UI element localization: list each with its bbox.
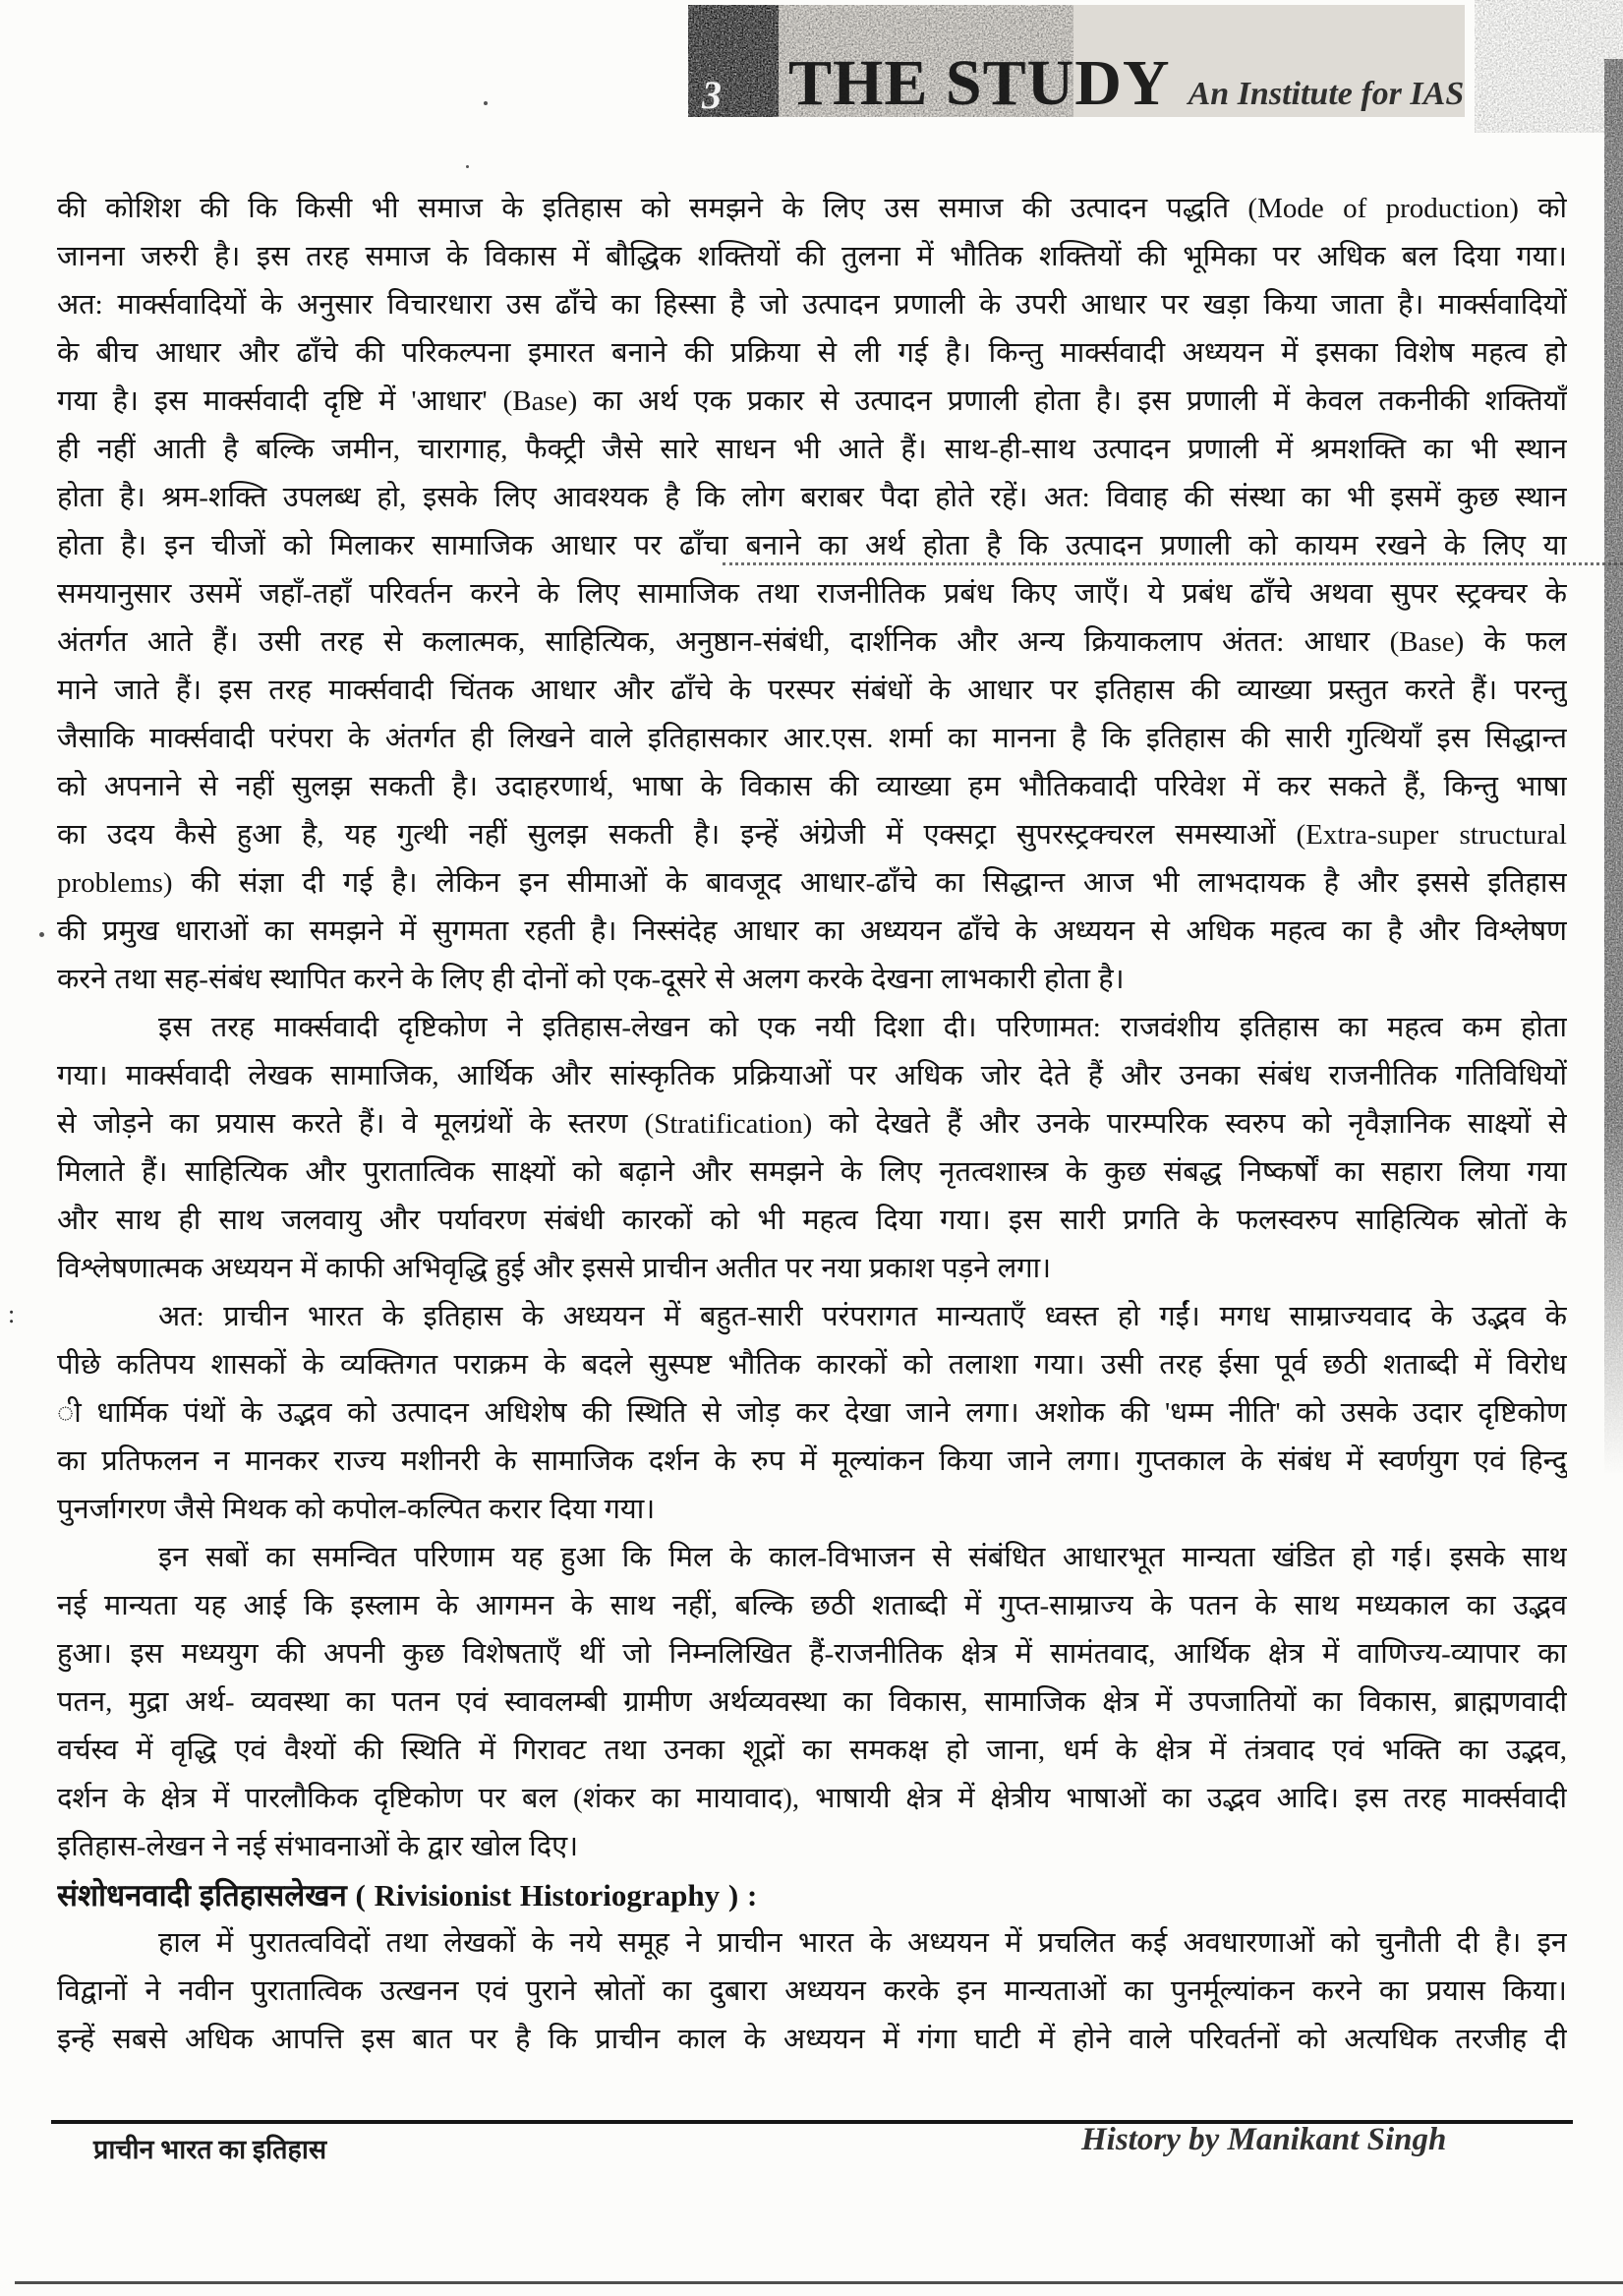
text-line: की प्रमुख धाराओं का समझने में सुगमता रहती है। निस्संदेह आधार का अध्ययन ढाँचे के अध्ययन से अधिक महत्व का है और विश्लेषण (57, 915, 1567, 947)
footer-book-title: प्राचीन भारत का इतिहास (93, 2135, 327, 2164)
scan-noise-corner (1475, 0, 1623, 133)
text-line: जानना जरुरी है। इस तरह समाज के विकास में बौद्धिक शक्तियों की तुलना में भौतिक शक्तियों की भूमिका पर अधिक बल दिया गया। (57, 241, 1567, 272)
text-line: विद्वानों ने नवीन पुरातात्विक उत्खनन एवं पुराने स्रोतों का दुबारा अध्ययन करके इन मान्यताओं का पुनर्मूल्यांकन करने का प्रयास किया। (57, 1975, 1567, 2007)
text-line: इन सबों का समन्वित परिणाम यह हुआ कि मिल के काल-विभाजन से संबंधित आधारभूत मान्यता खंडित हो गई। इसके साथ (158, 1542, 1567, 1573)
text-line: का प्रतिफलन न मानकर राज्य मशीनरी के सामाजिक दर्शन के रुप में मूल्यांकन किया जाने लगा। गुप्तकाल के संबंध में स्वर्णयुग एवं हिन्दु (57, 1445, 1567, 1477)
institute-title: THE STUDY (788, 47, 1171, 117)
text-line: अत: प्राचीन भारत के इतिहास के अध्ययन में बहुत-सारी परंपरागत मान्यताएँ ध्वस्त हो गईं। मगध साम्राज्यवाद के उद्भव के (158, 1301, 1567, 1332)
text-line: हाल में पुरातत्वविदों तथा लेखकों के नये समूह ने प्राचीन भारत के अध्ययन में प्रचलित कई अवधारणाओं को चुनौती दी है। इन (158, 1927, 1567, 1959)
banner-inner (779, 5, 1465, 117)
text-line: के बीच आधार और ढाँचे की परिकल्पना इमारत बनाने की प्रक्रिया से ली गई है। किन्तु मार्क्सवादी अध्ययन में इसका विशेष महत्व हो (57, 337, 1567, 369)
text-line: अंतर्गत आते हैं। उसी तरह से कलात्मक, साहित्यिक, अनुष्ठान-संबंधी, दार्शनिक और अन्य क्रियाकलाप अंतत: आधार (Base) के फल (57, 626, 1567, 658)
text-line: गया। मार्क्सवादी लेखक सामाजिक, आर्थिक और सांस्कृतिक प्रक्रियाओं पर अधिक जोर देते हैं और उनका संबंध राजनीतिक गतिविधियों (57, 1060, 1567, 1091)
text-line: की कोशिश की कि किसी भी समाज के इतिहास को समझने के लिए उस समाज की उत्पादन पद्धति (Mode of production) को (57, 193, 1567, 224)
text-line: पीछे कतिपय शासकों के व्यक्तिगत पराक्रम के बदले सुस्पष्ट भौतिक कारकों को तलाशा गया। उसी तरह ईसा पूर्व छठी शताब्दी में विरोध (57, 1349, 1567, 1381)
text-line: problems) की संज्ञा दी गई है। लेकिन इन सीमाओं के बावजूद आधार-ढाँचे का सिद्धान्त आज भी लाभदायक है और इससे इतिहास (57, 867, 1567, 899)
text-line: से जोड़ने का प्रयास करते हैं। वे मूलग्रंथों के स्तरण (Stratification) को देखते हैं और उनके पारम्परिक स्वरुप को नृवैज्ञानिक साक्ष्यों से (57, 1108, 1567, 1140)
scan-dotted-line (723, 562, 1623, 565)
document-body (57, 185, 1567, 2064)
text-line: करने तथा सह-संबंध स्थापित करने के लिए ही दोनों को एक-दूसरे से अलग करके देखना लाभकारी होता है। (57, 964, 1125, 995)
text-line: ही नहीं आती है बल्कि जमीन, चारागाह, फैक्ट्री जैसे सारे साधन भी आते हैं। साथ-ही-साथ उत्पादन प्रणाली में श्रमशक्ति का भी स्थान (57, 434, 1567, 465)
text-line: को अपनाने से नहीं सुलझ सकती है। उदाहरणार्थ, भाषा के विकास की व्याख्या हम भौतिकवादी परिवेश में कर सकते हैं, किन्तु भाषा (57, 771, 1567, 802)
scan-speck (484, 101, 488, 105)
text-line: वर्चस्व में वृद्धि एवं वैश्यों की स्थिति में गिरावट तथा उनका शूद्रों का समकक्ष हो जाना, धर्म के क्षेत्र में तंत्रवाद एवं भक्ति का उद्भव, (57, 1735, 1567, 1766)
text-line: माने जाते हैं। इस तरह मार्क्सवादी चिंतक आधार और ढाँचे के परस्पर संबंधों के आधार पर इतिहास की व्याख्या प्रस्तुत करते हैं। परन्तु (57, 675, 1567, 706)
text-line: जैसाकि मार्क्सवादी परंपरा के अंतर्गत ही लिखने वाले इतिहासकार आर.एस. शर्मा का मानना है कि इतिहास की सारी गुत्थियाँ इस सिद्धान्त (57, 723, 1567, 754)
text-line: पतन, मुद्रा अर्थ- व्यवस्था का पतन एवं स्वावलम्बी ग्रामीण अर्थव्यवस्था का विकास, सामाजिक क्षेत्र में उपजातियों का विकास, ब्राह्मणवादी (57, 1686, 1567, 1718)
page-number-box (688, 5, 779, 117)
text-line: ी धार्मिक पंथों के उद्भव को उत्पादन अधिशेष की स्थिति से जोड़ कर देखा जाने लगा। अशोक की 'धम्म नीति' को उसके उदार दृष्टिकोण (57, 1397, 1567, 1429)
scan-speck (466, 165, 469, 168)
noise-texture (1475, 0, 1623, 133)
institute-banner (779, 5, 1465, 117)
text-line: समयानुसार उसमें जहाँ-तहाँ परिवर्तन करने के लिए सामाजिक तथा राजनीतिक प्रबंध किए जाएँ। ये प्रबंध ढाँचे अथवा सुपर स्ट्रक्चर के (57, 578, 1567, 610)
scan-speck (39, 932, 44, 937)
text-line: इस तरह मार्क्सवादी दृष्टिकोण ने इतिहास-लेखन को एक नयी दिशा दी। परिणामत: राजवंशीय इतिहास का महत्व कम होता (158, 1012, 1567, 1043)
page-number: 3 (702, 73, 722, 117)
text-line: इतिहास-लेखन ने नई संभावनाओं के द्वार खोल दिए। (57, 1831, 579, 1862)
text-line: और साथ ही साथ जलवायु और पर्यावरण संबंधी कारकों को भी महत्व दिया गया। इस सारी प्रगति के फलस्वरुप साहित्यिक स्रोतों के (57, 1205, 1567, 1236)
text-line: दर्शन के क्षेत्र में पारलौकिक दृष्टिकोण पर बल (शंकर का मायावाद), भाषायी क्षेत्र में क्षेत्रीय भाषाओं का उद्भव आदि। इस तरह मार्क्सवादी (57, 1783, 1567, 1814)
text-line: गया है। इस मार्क्सवादी दृष्टि में 'आधार' (Base) का अर्थ एक प्रकार से उत्पादन प्रणाली होता है। इस प्रणाली में केवल तकनीकी शक्तियाँ (57, 385, 1567, 417)
section-heading: संशोधनवादी इतिहासलेखन ( Rivisionist Historiography ) : (57, 1878, 758, 1913)
text-line: हुआ। इस मध्ययुग की अपनी कुछ विशेषताएँ थीं जो निम्नलिखित हैं-राजनीतिक क्षेत्र में सामंतवाद, आर्थिक क्षेत्र में वाणिज्य-व्यापार का (57, 1638, 1567, 1670)
institute-tagline: An Institute for IAS (1188, 75, 1465, 112)
text-line: मिलाते हैं। साहित्यिक और पुरातात्विक साक्ष्यों को बढ़ाने और समझने के लिए नृतत्वशास्त्र के कुछ संबद्ध निष्कर्षों का सहारा लिया गया (57, 1156, 1567, 1188)
scan-edge-stripe (1604, 59, 1623, 1475)
footer-author-credit: History by Manikant Singh (1081, 2122, 1447, 2157)
scan-stray-mark: : (8, 1300, 16, 1328)
text-line: अत: मार्क्सवादियों के अनुसार विचारधारा उस ढाँचे का हिस्सा है जो उत्पादन प्रणाली के उपरी आधार पर खड़ा किया जाता है। मार्क्सवादियों (57, 289, 1567, 321)
text-line: होता है। श्रम-शक्ति उपलब्ध हो, इसके लिए आवश्यक है कि लोग बराबर पैदा होते रहें। अत: विवाह की संस्था का भी इसमें कुछ स्थान (57, 482, 1567, 513)
text-line: नई मान्यता यह आई कि इस्लाम के आगमन के साथ नहीं, बल्कि छठी शताब्दी में गुप्त-साम्राज्य के पतन के साथ मध्यकाल का उद्भव (57, 1590, 1567, 1621)
text-line: विश्लेषणात्मक अध्ययन में काफी अभिवृद्धि हुई और इससे प्राचीन अतीत पर नया प्रकाश पड़ने लगा। (57, 1253, 1052, 1284)
text-line: होता है। इन चीजों को मिलाकर सामाजिक आधार पर ढाँचा बनाने का अर्थ होता है कि उत्पादन प्रणाली को कायम रखने के लिए या (57, 530, 1567, 561)
page-bottom-edge (15, 2281, 1623, 2284)
text-line: पुनर्जागरण जैसे मिथक को कपोल-कल्पित करार दिया गया। (57, 1494, 656, 1525)
text-line: का उदय कैसे हुआ है, यह गुत्थी नहीं सुलझ सकती है। इन्हें अंग्रेजी में एक्सट्रा सुपरस्ट्रक्चरल समस्याओं (Extra-super structural (57, 819, 1567, 851)
noise-texture (1604, 59, 1623, 1475)
text-line: इन्हें सबसे अधिक आपत्ति इस बात पर है कि प्राचीन काल के अध्ययन में गंगा घाटी में होने वाले परिवर्तनों को अत्यधिक तरजीह दी (57, 2024, 1567, 2055)
